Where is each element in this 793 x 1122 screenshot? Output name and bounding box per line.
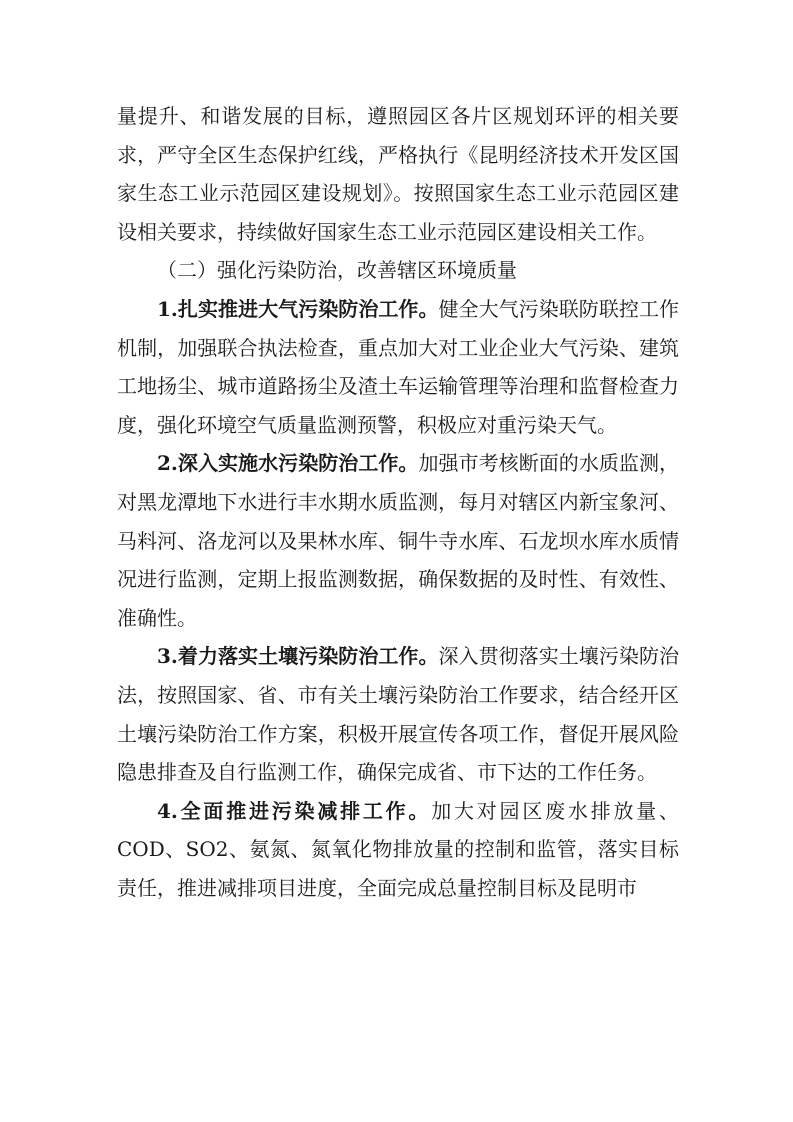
paragraph-emission-reduction	[117, 792, 679, 908]
paragraph-heading: 1.扎实推进大气污染防治工作。	[157, 296, 439, 321]
section-heading: （二）强化污染防治，改善辖区环境质量	[157, 258, 517, 283]
paragraph-soil-pollution	[117, 637, 679, 791]
paragraph-heading: 2.深入实施水污染防治工作。	[157, 451, 419, 476]
paragraph-heading: 3.着力落实土壤污染防治工作。	[157, 644, 439, 669]
paragraph-heading: 4.全面推进污染减排工作。	[157, 798, 432, 823]
document-page	[117, 97, 679, 907]
paragraph-body: 健全大气污染联防联控工作机制，加强联合执法检查，重点加大对工业企业大气污染、建筑工地扬尘、城市道路扬尘及渣土车运输管理等治理和监督检查力度，强化环境空气质量监测预警，积极应对重污染天气。	[117, 296, 679, 437]
paragraph-continuation: 量提升、和谐发展的目标，遵照园区各片区规划环评的相关要求，严守全区生态保护红线，严格执行《昆明经济技术开发区国家生态工业示范园区建设规划》。按照国家生态工业示范园区建设相关要求，持续做好国家生态工业示范园区建设相关工作。	[117, 104, 679, 244]
paragraph-water-pollution	[117, 444, 679, 637]
paragraph-body: 加大对园区废水排放量、COD、SO2、氨氮、氮氧化物排放量的控制和监管，落实目标责任，推进减排项目进度，全面完成总量控制目标及昆明市	[117, 798, 679, 900]
paragraph-body: 加强市考核断面的水质监测，对黑龙潭地下水进行丰水期水质监测，每月对辖区内新宝象河、马料河、洛龙河以及果林水库、铜牛寺水库、石龙坝水库水质情况进行监测，定期上报监测数据，确保数据的及时性、有效性、准确性。	[117, 451, 680, 630]
paragraph-air-pollution	[117, 290, 679, 444]
paragraph-body: 深入贯彻落实土壤污染防治法，按照国家、省、市有关土壤污染防治工作要求，结合经开区土壤污染防治工作方案，积极开展宣传各项工作，督促开展风险隐患排查及自行监测工作，确保完成省、市下达的工作任务。	[117, 644, 679, 785]
